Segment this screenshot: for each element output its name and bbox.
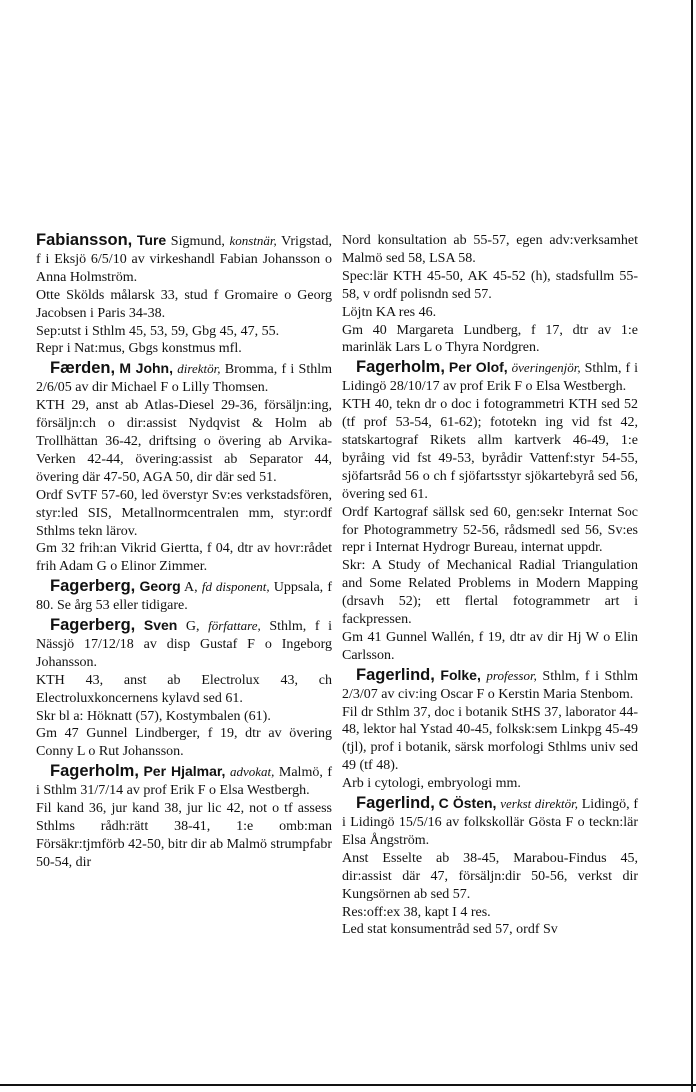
- page-border-bottom: [0, 1084, 696, 1086]
- entry-line: Ordf SvTF 57-60, led överstyr Sv:es verkstadsfören, styr:led SIS, Metallnormcentralen mm, styr:ordf Sthlms tekn lärov.: [36, 487, 332, 539]
- entry-line: Sep:utst i Sthlm 45, 53, 59, Gbg 45, 47, 55.: [36, 323, 280, 339]
- entry-line: KTH 43, anst ab Electrolux 43, ch Electroluxkoncernens kylavd sed 61.: [36, 672, 332, 706]
- entry-line: Ordf Kartograf sällsk sed 60, gen:sekr Internat Soc for Photogrammetry 52-56, rådsmedl sed 56, Sv:es repr i Internat Hydrogr Bureau, internat uppdr.: [342, 504, 638, 556]
- entry-head: [36, 617, 332, 672]
- entry-given-rest: Sigmund,: [166, 234, 230, 249]
- entry-surname: Fagerberg,: [50, 577, 136, 596]
- entry-intro: Bromma, f i Sthlm 2/6/05 av dir Michael F o Lilly Thomsen.: [36, 362, 333, 396]
- entry-title: professor,: [486, 667, 537, 683]
- entry-line: Löjtn KA res 46.: [342, 304, 437, 320]
- entry-given-bold: Folke,: [440, 666, 481, 683]
- right-column: [342, 232, 638, 939]
- entry-line: KTH 40, tekn dr o doc i fotogrammetri KTH sed 52 (tf prof 53-54, 61-62); fototekn ing vid fst 42, statskartograf Rikets allm kartverk 46-49, 1:e byråing vid fst 49-53, byrådir Vattenf:styr 54-55, sjöfartsråd 56 o ch f sjöfartsstyr sjökartebyrå sed 56, övering sed 61.: [342, 397, 638, 502]
- entry-intro: Lidingö, f i Lidingö 15/5/16 av folkskollär Gösta F o teckn:lär Elsa Ångström.: [342, 797, 639, 848]
- entry-intro: Vrigstad, f i Eksjö 6/5/10 av virkeshandl Fabian Johansson o Anna Holmström.: [36, 234, 332, 285]
- entry-head: [342, 359, 638, 396]
- entry-line: Skr: A Study of Mechanical Radial Triangulation and Some Related Problems in Modern Mapping (drsavh 52); ett flertal fotogrammetr art i fackpressen.: [342, 558, 638, 628]
- entry-line: Led stat konsumentråd sed 57, ordf Sv: [342, 922, 558, 938]
- entry-line: KTH 29, anst ab Atlas-Diesel 29-36, försäljn:ing, försäljn:ch o dir:assist Nydqvist & Holm ab Trollhättan 36-42, driftsing o övering ab Arvika-Verken 42-44, övering:assist ab Separator 44, övering där 47-50, AGA 50, dir där sed 51.: [36, 398, 332, 485]
- entry-surname: Fagerberg,: [50, 616, 136, 635]
- entry-line: Repr i Nat:mus, Gbgs konstmus mfl.: [36, 341, 242, 357]
- entry-fagerholm-continued: [342, 232, 638, 357]
- entry-title: verkst direktör,: [500, 796, 578, 812]
- entry-fagerlind-folke: [342, 667, 638, 793]
- entry-line: Arb i cytologi, embryologi mm.: [342, 776, 521, 792]
- entry-given-bold: M John,: [119, 360, 173, 377]
- entry-intro: Sthlm, f i Lidingö 28/10/17 av prof Erik F o Elsa Westbergh.: [342, 361, 638, 395]
- entry-fagerholm-per-olof: [342, 359, 638, 664]
- entry-line: Anst Esselte ab 38-45, Marabou-Findus 45, dir:assist där 47, försäljn:dir 50-56, verkst dir Kungsörnen ab sed 57.: [342, 850, 638, 902]
- entry-line: Gm 32 frih:an Vikrid Giertta, f 04, dtr av hovr:rådet frih Adam G o Elinor Zimmer.: [36, 541, 332, 575]
- entry-intro: Sthlm, f i Sthlm 2/3/07 av civ:ing Oscar F o Kerstin Maria Stenbom.: [342, 668, 638, 702]
- entry-line: Gm 41 Gunnel Wallén, f 19, dtr av dir Hj W o Elin Carlsson.: [342, 629, 638, 663]
- left-column: [36, 232, 332, 872]
- entry-fagerberg-sven: [36, 617, 332, 761]
- entry-given-rest: G,: [177, 619, 209, 635]
- entry-line: Spec:lär KTH 45-50, AK 45-52 (h), stadsfullm 55-58, v ordf polisndn sed 57.: [342, 268, 638, 302]
- entry-title: fd disponent,: [201, 579, 270, 595]
- entry-given-bold: Ture: [136, 232, 167, 248]
- entry-fabiansson-ture: [36, 232, 332, 358]
- page-border-right: [691, 0, 693, 1092]
- entry-surname: Fagerlind,: [356, 665, 435, 684]
- entry-given-bold: C Östen,: [438, 795, 497, 812]
- entry-head: [36, 763, 332, 800]
- entry-given-bold: Sven: [143, 617, 178, 634]
- entry-line: Otte Skölds målarsk 33, stud f Gromaire o Georg Jacobsen i Paris 34-38.: [36, 287, 332, 321]
- entry-surname: Fabiansson,: [36, 231, 133, 249]
- entry-line: Skr bl a: Höknatt (57), Kostymbalen (61).: [36, 708, 271, 724]
- entry-title: direktör,: [177, 361, 221, 377]
- entry-head: [36, 578, 332, 615]
- entry-given-rest: A,: [180, 580, 202, 596]
- entry-fagerlind-c-osten: [342, 795, 638, 939]
- entry-title: författare,: [208, 618, 261, 634]
- entry-intro: Uppsala, f 80. Se årg 53 eller tidigare.: [36, 580, 333, 614]
- entry-line: Res:off:ex 38, kapt I 4 res.: [342, 904, 491, 920]
- entry-given-bold: Per Olof,: [448, 359, 508, 376]
- entry-surname: Fagerlind,: [356, 794, 435, 813]
- entry-fagerholm-per-hjalmar: [36, 763, 332, 871]
- entry-surname: Fagerholm,: [50, 762, 139, 781]
- entry-title: överingenjör,: [511, 360, 581, 376]
- entry-line: Nord konsultation ab 55-57, egen adv:verksamhet Malmö sed 58, LSA 58.: [342, 233, 638, 266]
- entry-line: Fil dr Sthlm 37, doc i botanik StHS 37, laborator 44-48, lektor hal Ystad 40-45, folksk:sem Linkpg 45-49 (tjl), prof i botanik, särsk morfologi Sthlms univ sed 49 (tf 48).: [342, 704, 638, 774]
- entry-title: konstnär,: [229, 233, 277, 248]
- entry-head: [342, 667, 638, 704]
- entry-fagerberg-georg: [36, 578, 332, 615]
- entry-intro: Sthlm, f i Nässjö 17/12/18 av disp Gustaf F o Ingeborg Johansson.: [36, 619, 332, 670]
- entry-surname: Færden,: [50, 359, 116, 378]
- entry-head: [342, 795, 638, 850]
- entry-given-bold: Per Hjalmar,: [143, 763, 226, 780]
- entry-head: [36, 232, 332, 287]
- entry-line: Fil kand 36, jur kand 38, jur lic 42, not o tf assess Sthlms rådh:rätt 38-41, 1:e omb:man Försäkr:tjmförb 42-50, bitr dir ab Malmö strumpfabr 50-54, dir: [36, 801, 332, 870]
- entry-line: Gm 40 Margareta Lundberg, f 17, dtr av 1:e marinläk Lars L o Thyra Nordgren.: [342, 322, 638, 356]
- entry-title: advokat,: [229, 764, 275, 780]
- entry-surname: Fagerholm,: [356, 358, 445, 377]
- entry-intro: Malmö, f i Sthlm 31/7/14 av prof Erik F o Elsa Westbergh.: [36, 765, 333, 799]
- entry-faerden-m-john: [36, 360, 332, 576]
- entry-head: [36, 360, 332, 397]
- entry-line: Gm 47 Gunnel Lindberger, f 19, dtr av övering Conny L o Rut Johansson.: [36, 726, 332, 760]
- entry-given-bold: Georg: [139, 578, 181, 595]
